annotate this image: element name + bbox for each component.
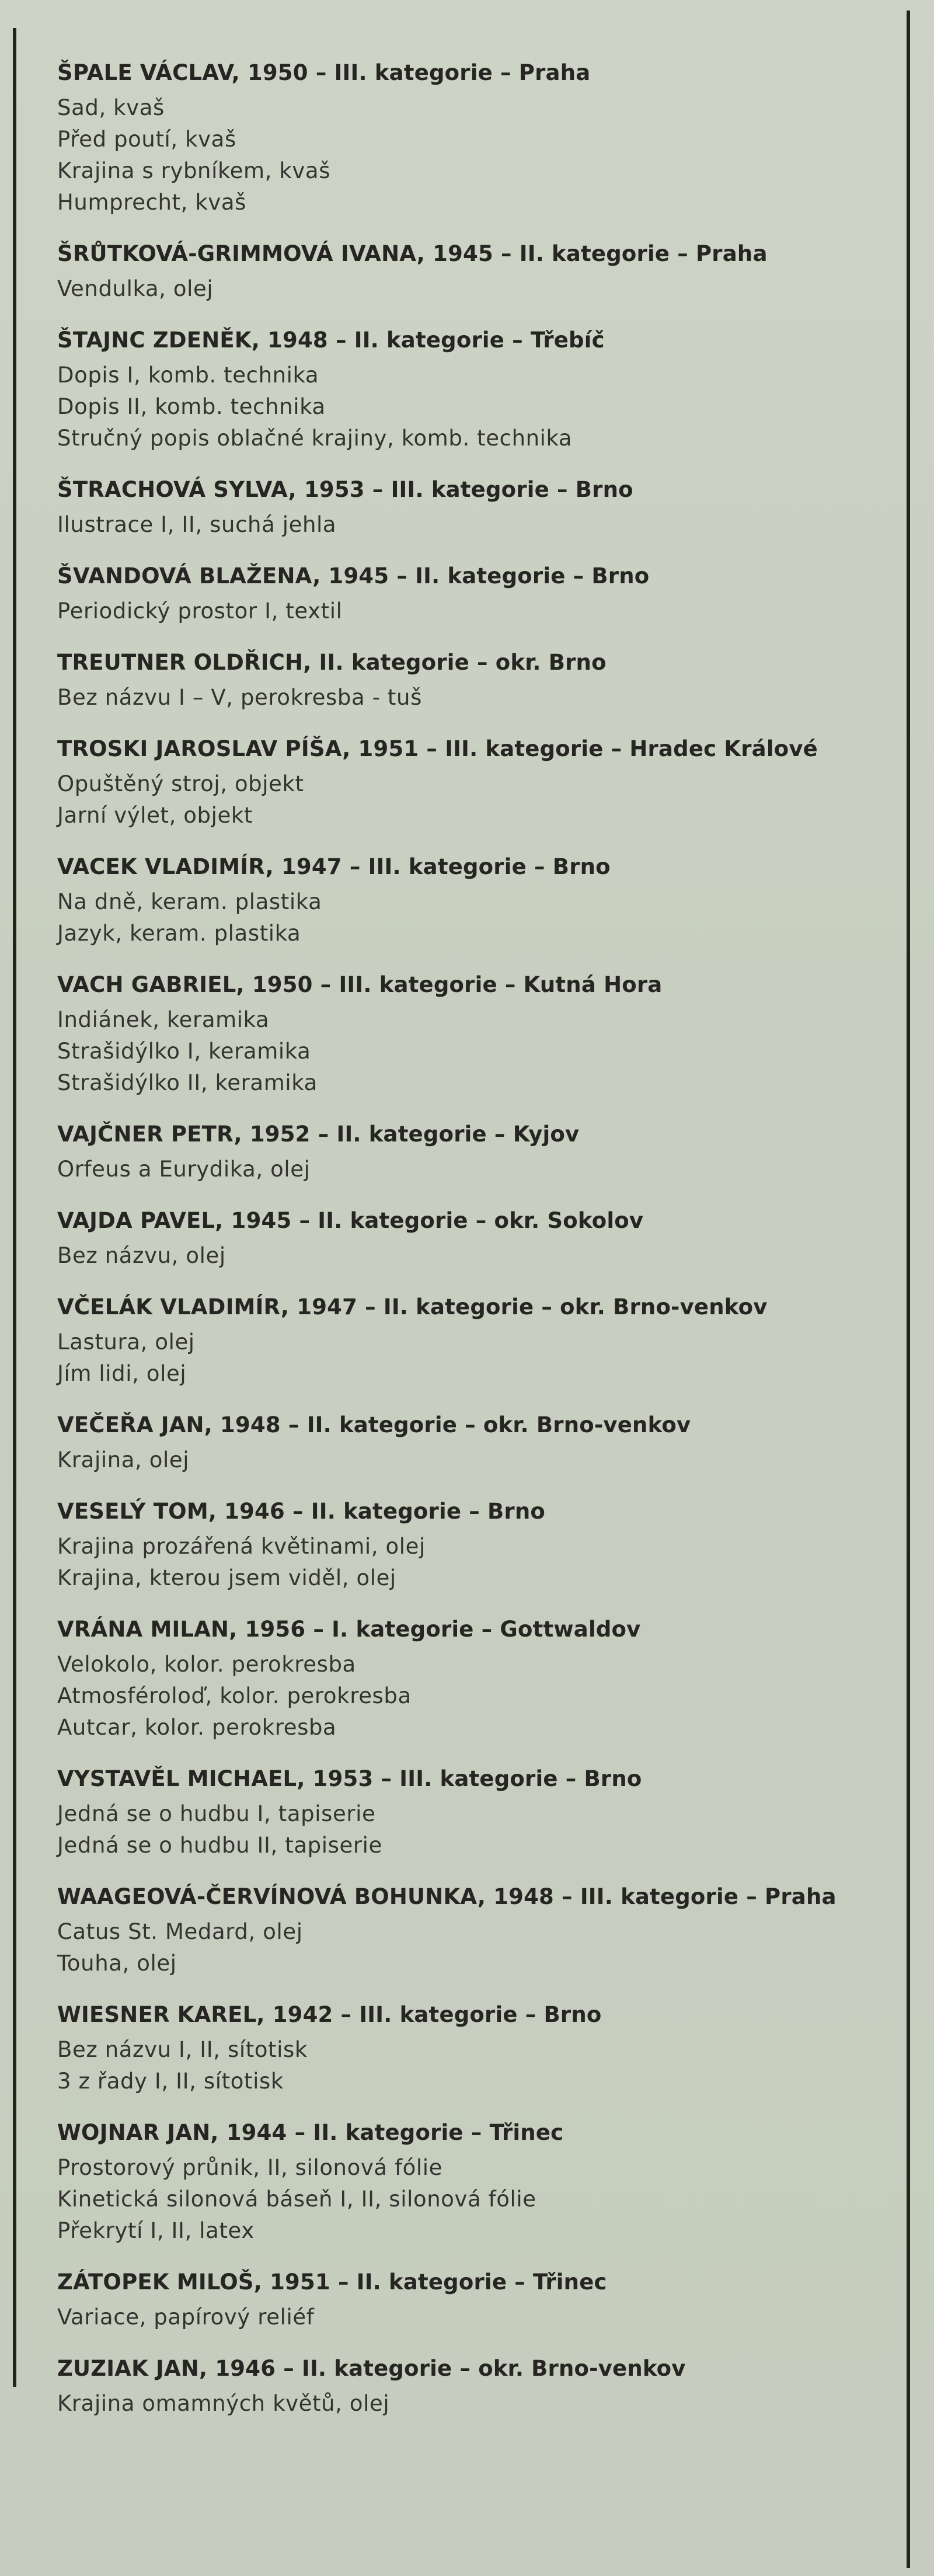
- artist-entry: [57, 1411, 886, 1476]
- artist-entry: [57, 326, 886, 454]
- artist-entry: [57, 2000, 886, 2097]
- artist-heading: VACEK VLADIMÍR, 1947 – III. kategorie – Brno: [57, 854, 611, 879]
- artist-entry: [57, 239, 886, 305]
- work-item: Na dně, keram. plastika: [57, 889, 322, 914]
- work-item: Opuštěný stroj, objekt: [57, 771, 304, 796]
- work-item: Periodický prostor I, textil: [57, 598, 343, 624]
- work-item: Dopis II, komb. technika: [57, 394, 326, 419]
- work-item: Před poutí, kvaš: [57, 127, 236, 152]
- work-item: Krajina, olej: [57, 1447, 190, 1473]
- artist-heading: VESELÝ TOM, 1946 – II. kategorie – Brno: [57, 1499, 546, 1524]
- work-item: Krajina s rybníkem, kvaš: [57, 158, 331, 183]
- work-item: Strašidýlko II, keramika: [57, 1070, 318, 1095]
- artist-heading: WOJNAR JAN, 1944 – II. kategorie – Třinec: [57, 2120, 564, 2145]
- work-item: Touha, olej: [57, 1951, 177, 1976]
- work-item: Sad, kvaš: [57, 95, 165, 120]
- work-item: Jarní výlet, objekt: [57, 803, 253, 828]
- artist-heading: VYSTAVĚL MICHAEL, 1953 – III. kategorie – Brno: [57, 1766, 642, 1791]
- work-item: Bez názvu, olej: [57, 1243, 226, 1268]
- work-item: Strašidýlko I, keramika: [57, 1039, 311, 1064]
- work-item: Humprecht, kvaš: [57, 190, 247, 215]
- artist-entry: [57, 1120, 886, 1185]
- artist-heading: VČELÁK VLADIMÍR, 1947 – II. kategorie – okr. Brno-venkov: [57, 1294, 768, 1320]
- left-vertical-rule: [13, 28, 16, 2387]
- artist-heading: ŠTAJNC ZDENĚK, 1948 – II. kategorie – Třebíč: [57, 328, 605, 353]
- work-item: Krajina, kterou jsem viděl, olej: [57, 1565, 396, 1590]
- artist-heading: VAJČNER PETR, 1952 – II. kategorie – Kyjov: [57, 1122, 580, 1147]
- work-item: Jedná se o hudbu II, tapiserie: [57, 1833, 382, 1858]
- work-item: Ilustrace I, II, suchá jehla: [57, 512, 337, 537]
- artist-heading: WIESNER KAREL, 1942 – III. kategorie – Brno: [57, 2002, 602, 2027]
- artist-entry: [57, 2118, 886, 2247]
- work-item: Velokolo, kolor. perokresba: [57, 1652, 356, 1677]
- artist-heading: ŠRŮTKOVÁ-GRIMMOVÁ IVANA, 1945 – II. kategorie – Praha: [57, 241, 768, 266]
- artist-heading: TROSKI JAROSLAV PÍŠA, 1951 – III. kategorie – Hradec Králové: [57, 736, 818, 761]
- artist-entry: [57, 475, 886, 541]
- artist-entry: [57, 1615, 886, 1743]
- artist-heading: TREUTNER OLDŘICH, II. kategorie – okr. Brno: [57, 650, 607, 675]
- work-item: Bez názvu I – V, perokresba - tuš: [57, 685, 422, 710]
- work-item: Překrytí I, II, latex: [57, 2218, 255, 2243]
- artist-heading: WAAGEOVÁ-ČERVÍNOVÁ BOHUNKA, 1948 – III. kategorie – Praha: [57, 1884, 837, 1909]
- artist-heading: VAJDA PAVEL, 1945 – II. kategorie – okr. Sokolov: [57, 1208, 644, 1233]
- work-item: Krajina prozářená květinami, olej: [57, 1534, 426, 1559]
- artist-entry: [57, 1764, 886, 1861]
- artist-entry: [57, 2268, 886, 2333]
- artist-entry: [57, 562, 886, 627]
- work-item: Catus St. Medard, olej: [57, 1919, 303, 1944]
- work-item: Dopis I, komb. technika: [57, 363, 319, 388]
- work-item: Prostorový průnik, II, silonová fólie: [57, 2155, 442, 2180]
- artist-heading: ZUZIAK JAN, 1946 – II. kategorie – okr. Brno-venkov: [57, 2356, 686, 2381]
- work-item: Lastura, olej: [57, 1329, 195, 1355]
- work-item: Jím lidi, olej: [57, 1361, 187, 1386]
- work-item: Bez názvu I, II, sítotisk: [57, 2037, 308, 2062]
- work-item: Atmosféroloď, kolor. perokresba: [57, 1683, 412, 1708]
- artist-entry: [57, 970, 886, 1099]
- artist-heading: VACH GABRIEL, 1950 – III. kategorie – Kutná Hora: [57, 972, 663, 997]
- artist-entry: [57, 1882, 886, 1979]
- artist-entry: [57, 1206, 886, 1272]
- work-item: Jedná se o hudbu I, tapiserie: [57, 1801, 376, 1826]
- artist-entry: [57, 1497, 886, 1594]
- artist-heading: ZÁTOPEK MILOŠ, 1951 – II. kategorie – Třinec: [57, 2269, 607, 2295]
- work-item: Krajina omamných květů, olej: [57, 2391, 390, 2416]
- work-item: Vendulka, olej: [57, 276, 214, 301]
- work-item: Orfeus a Eurydika, olej: [57, 1157, 311, 1182]
- artist-list: [57, 58, 886, 2441]
- artist-heading: VEČEŘA JAN, 1948 – II. kategorie – okr. Brno-venkov: [57, 1412, 691, 1437]
- artist-heading: VRÁNA MILAN, 1956 – I. kategorie – Gottwaldov: [57, 1617, 641, 1642]
- work-item: Autcar, kolor. perokresba: [57, 1715, 337, 1740]
- work-item: Stručný popis oblačné krajiny, komb. technika: [57, 426, 573, 451]
- work-item: Indiánek, keramika: [57, 1007, 270, 1032]
- work-item: 3 z řady I, II, sítotisk: [57, 2069, 284, 2094]
- artist-heading: ŠTRACHOVÁ SYLVA, 1953 – III. kategorie – Brno: [57, 477, 633, 502]
- artist-heading: ŠVANDOVÁ BLAŽENA, 1945 – II. kategorie – Brno: [57, 563, 650, 589]
- artist-heading: ŠPALE VÁCLAV, 1950 – III. kategorie – Praha: [57, 60, 591, 85]
- work-item: Variace, papírový reliéf: [57, 2305, 315, 2330]
- artist-entry: [57, 58, 886, 218]
- artist-entry: [57, 1293, 886, 1390]
- artist-entry: [57, 734, 886, 831]
- artist-entry: [57, 2354, 886, 2420]
- artist-entry: [57, 648, 886, 713]
- right-vertical-rule: [907, 11, 910, 2568]
- work-item: Kinetická silonová báseň I, II, silonová fólie: [57, 2187, 536, 2212]
- artist-entry: [57, 852, 886, 949]
- work-item: Jazyk, keram. plastika: [57, 921, 301, 946]
